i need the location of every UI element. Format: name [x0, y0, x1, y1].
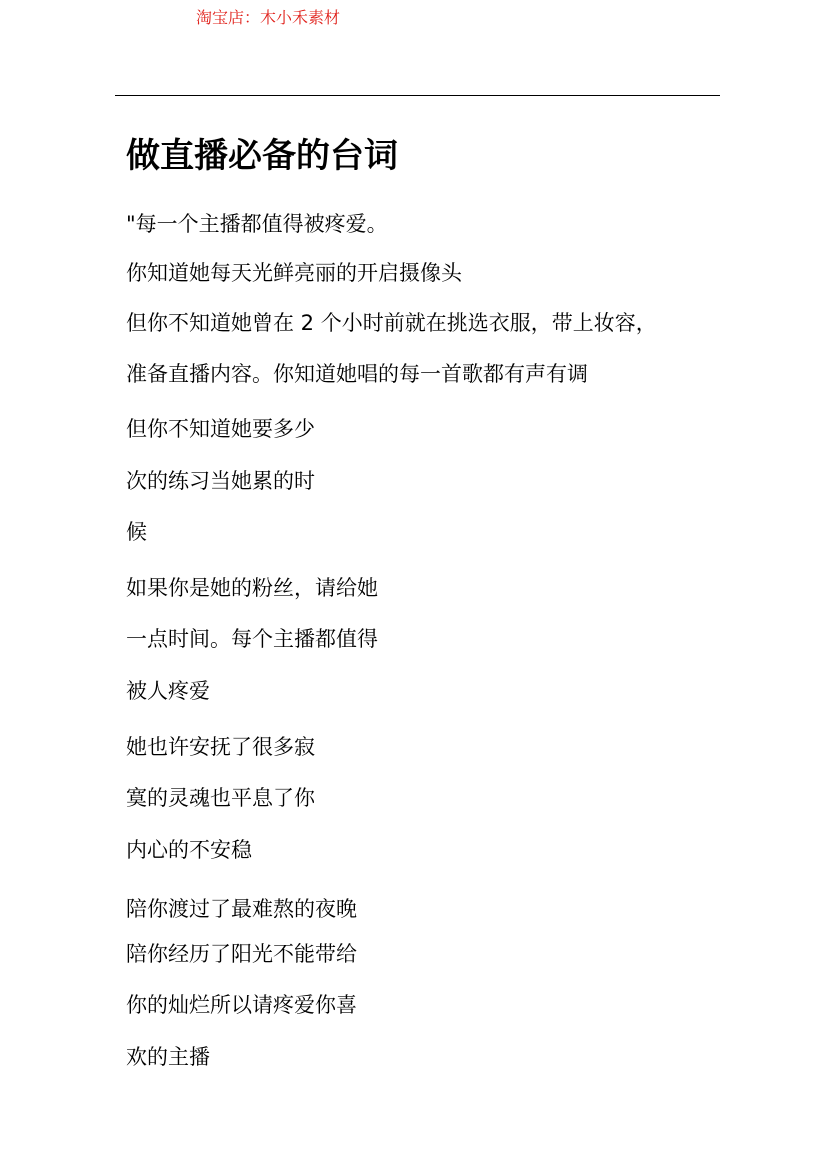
text-line: 次的练习当她累的时: [126, 469, 315, 493]
text-line: 候: [126, 520, 147, 544]
text-line: 你知道她每天光鲜亮丽的开启摄像头: [126, 261, 462, 285]
text-line: 一点时间。每个主播都值得: [126, 627, 378, 651]
text-line: 陪你经历了阳光不能带给: [126, 942, 357, 966]
text-line: 她也许安抚了很多寂: [126, 735, 315, 759]
text-line: 欢的主播: [126, 1045, 210, 1069]
text-line: "每一个主播都值得被疼爱。: [126, 212, 388, 236]
text-line: 你的灿烂所以请疼爱你喜: [126, 993, 357, 1017]
text-line: 如果你是她的粉丝，请给她: [126, 576, 378, 600]
text-line: 但你不知道她要多少: [126, 417, 315, 441]
text-line: 被人疼爱: [126, 679, 210, 703]
document-title: 做直播必备的台词: [126, 136, 398, 176]
text-line: 内心的不安稳: [126, 838, 252, 862]
text-line: 但你不知道她曾在 2 个小时前就在挑选衣服，带上妆容，: [126, 311, 657, 335]
text-line: 准备直播内容。你知道她唱的每一首歌都有声有调: [126, 362, 588, 386]
text-line: 寞的灵魂也平息了你: [126, 786, 315, 810]
shop-tag: 淘宝店：木小禾素材: [196, 8, 341, 27]
header-divider: [115, 95, 720, 96]
text-line: 陪你渡过了最难熬的夜晚: [126, 897, 357, 921]
